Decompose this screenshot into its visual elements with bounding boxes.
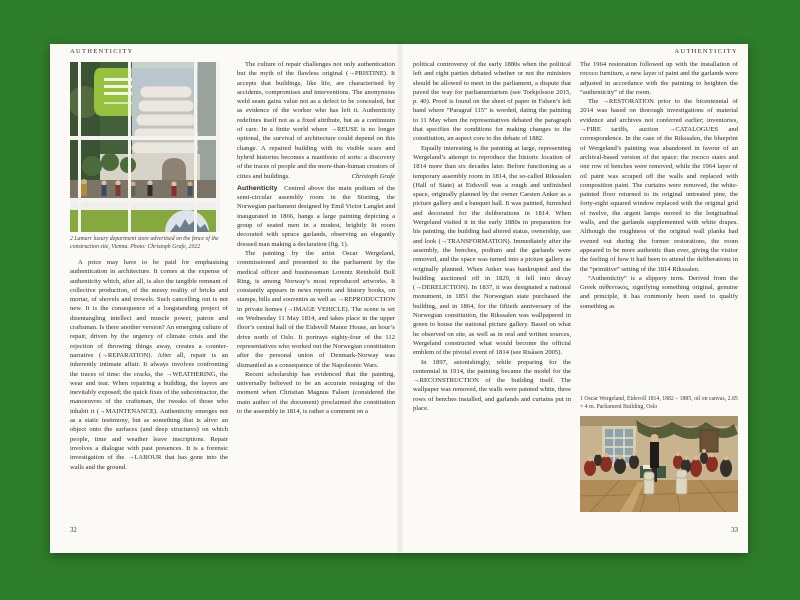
photo-caption: 2 Lamarr luxury department store advertised on the fence of the construction site, Vienna. Photo: Christoph Grafe, 2022 [70,236,219,250]
left-page-column-2 [237,60,395,416]
painting-caption: 1 Oscar Wergeland, Eidsvoll 1814, 1882 – 1885, oil on canvas, 2.85 × 4 m. Parliament Building, Oslo [580,396,738,410]
right-page-column-1 [413,60,571,413]
paragraph: The 1964 restoration followed up with the installation of rococo furniture, a new layer of paint and the garlands were adjusted in accordance with the painting to heighten the “authenticity” of the room. [580,61,738,96]
paragraph: The painting by the artist Oscar Wergeland, commissioned and presented to the parliament by the medical officer and businessman Lorentz Reinhold Boll Ring, is among Norway’s most reproduced artworks. It constantly appears in news reports and history books, on stamps, bills and souvenirs as well as →REPRODUCTION in private homes (→IMAGE VEHICLE). The scene is set on Wednesday 11 May 1814, and takes place in the upper floor’s central hall of the Eidsvoll Manor House, an hour’s drive north of Oslo. It portrays eighty-four of the 112 representatives who worked out the Norwegian constitution after the personal union of Denmark-Norway was dismantled as a consequence of the Napoleonic Wars. [237,249,395,369]
page-number-left: 32 [70,527,77,534]
paragraph: Recent scholarship has evidenced that the painting, universally believed to be an accurate restaging of the moment when Christian Magnus Falsen (considered the main author of the document) proclaimed the constitution to the assembly in 1814, is rather a comment on a [237,370,395,415]
running-head-right: AUTHENTICITY [674,48,738,55]
left-page-column-1 [70,258,228,472]
right-page-column-2 [580,60,738,311]
construction-fence-photo [70,62,220,232]
page-number-right: 33 [731,527,738,534]
running-head-left: AUTHENTICITY [70,48,134,55]
eidsvoll-painting [580,416,738,512]
construction-fence-photo-graphic [70,62,220,232]
paragraph: “Authenticity” is a slippery term. Derived from the Greek αὐθεντικός, signifying something original, genuine and principle, it has commonly been used to qualify something as [580,274,738,310]
paragraph: political controversy of the early 1880s when the political left and right parties debated whether or not the ministers should be allowed to meet in the parliament, a dispute that paved the way for parliamentarism (see Torkjelsson 2015, p. 40). Proof is found on the sheet of paper in Falsen’s left hand where “Paragraf 115” is worded, dating the painting to 11 May when the representatives debated the paragraph that specifies the conditions for making changes to the constitution, an aspect core to the debate of 1882. [413,61,571,143]
paragraph: The →RESTORATION prior to the bicentennial of 2014 was based on thorough investigations of material evidence and archives not conferred earlier; inventories, →FIRE tariffs, auction →CATALOGUES and correspondence. In the case of the Rikssalen, the blueprint of Wergeland’s painting was abandoned in favour of an archival-based version of the space: the rococo stairs and one row of benches were removed, while the 1964 layer of oil paint was scraped off the walls and replaced with composition paint. The curtains were removed, the white-painted floor returned to its original untreated pine, the forty-eight squared window replaced with the original grid of twelve, the argent lamps moved to the longitudinal walls, and the garlands supplemented with white drapes. Although the roughness of the original wall planks had evened out during the former restorations, the room appeared to be more authentic than ever, giving the visitor the feeling of how it had been to attend the deliberations in the “primitive” setting of the 1814 Rikssalen. [580,98,738,273]
entry-paragraph [237,184,395,249]
paragraph: The culture of repair challenges not only authentication but the myth of the flawless original (→PRISTINE). It accepts that buildings, like life, are characterised by accidents, compromises and interventions. The anonymous weld seam gains value not as a defect to be concealed, but as evidence of the worker who has left it. Authenticity redefines itself not as a fixed attribute, but as a continuum of care. In a finite world where →REUSE is no longer optional, the survival of architecture could depend on this change. A repaired building with its visible scars and hybrid histories becomes a manifesto of sorts: a discovery of the traces of people and the more-than-human creators of cities and buildings. [237,61,395,180]
paragraph: In 1897, astonishingly, while preparing for the centennial in 1914, the painting became the model for the →RECONSTRUCTION of the building itself. The wallpaper was removed, the walls were painted white, three rows of benches installed, and garlands and curtains put in place. [413,358,571,412]
author-attribution: Christoph Grafe [351,172,395,180]
paragraph: A price may have to be paid for emphasising authentication in architecture. It comes at the expense of authenticity which, after all, is also the tangible remnant of collective production, of the messy reality of bricks and mortar, of shovels and trowels. Such cancelling out is not new. It is the consequence of a longstanding project of disentangling intellect and muscle power, patron and craftsman. Is there another version? An emerging culture of repair, driven by the urgency of climate crisis and the rejection of throwing things away, creates a counter-narrative (→REPARATION). After all, repair is an inherently intimate affair. It always involves confronting the traces of time: the cracks, the →WEATHERING, the wear and tear. When repairing a building, the layers are inevitably exposed; the quick fixes of the subcontractor, the manoeuvres of the craftsman, the tweaks of those who inhabit it (→MAINTENANCE). Authenticity emerges not as a static testimony, but as something that is alive: an object onto the surfaces (and deep structures) on which people, time and weather leave inscriptions. Repair involves a dialogue with past presences. It is a forensic investigation of the →LABOUR that has gone into the walls and the ground. [70,259,228,471]
entry-intro-text: Centred above the main podium of the semi-circular assembly room in the Storting, the Norwegian parliament designed by Emil Victor Langlet and inaugurated in 1866, hangs a large painting depicting a group of seated men in a modest, brightly lit room decorated with spruce garlands, observing an elegantly dressed man making a declaration (fig. 1). [237,184,395,248]
book-spread [50,44,748,553]
paragraph: Equally interesting is the painting at large, representing Wergeland’s attempt to reproduce the historic location of 1814 more than six decades later. Before functioning as a temporary assembly room in 1814, the so-called Rikssalen (Hall of State) at Eidsvoll was a rough and unfinished space, originally planned by the owner Carsten Anker as a picture gallery and a banquet hall. It was painted, furnished and decorated for the deliberations in 1814. When Wergeland visited it in the early 1880s in preparation for his painting, the building had altered status, ownership, use and look (→TRANSFORMATION). Immediately after the assembly, the benches, podium and the garlands were removed, and the space was turned into a picture gallery as originally planned. When Anker was bankrupted and the building auctioned off in 1829, it fell into decay (→DERELICTION). In 1837, it was designated a national monument, in 1851 the Norwegian state purchased the building, and in 1864, for the fiftieth anniversary of the Norwegian constitution, the Rikssalen was wallpapered in green to house the national picture gallery. Based on what he observed on site, as well as in oral and written sources, Wergeland constructed what would become the official emblem of the pivotal event of 1814 (see Risåsen 2005). [413,144,571,357]
page-gutter [396,44,404,553]
eidsvoll-painting-graphic [580,416,738,512]
entry-term: Authenticity [237,184,278,192]
